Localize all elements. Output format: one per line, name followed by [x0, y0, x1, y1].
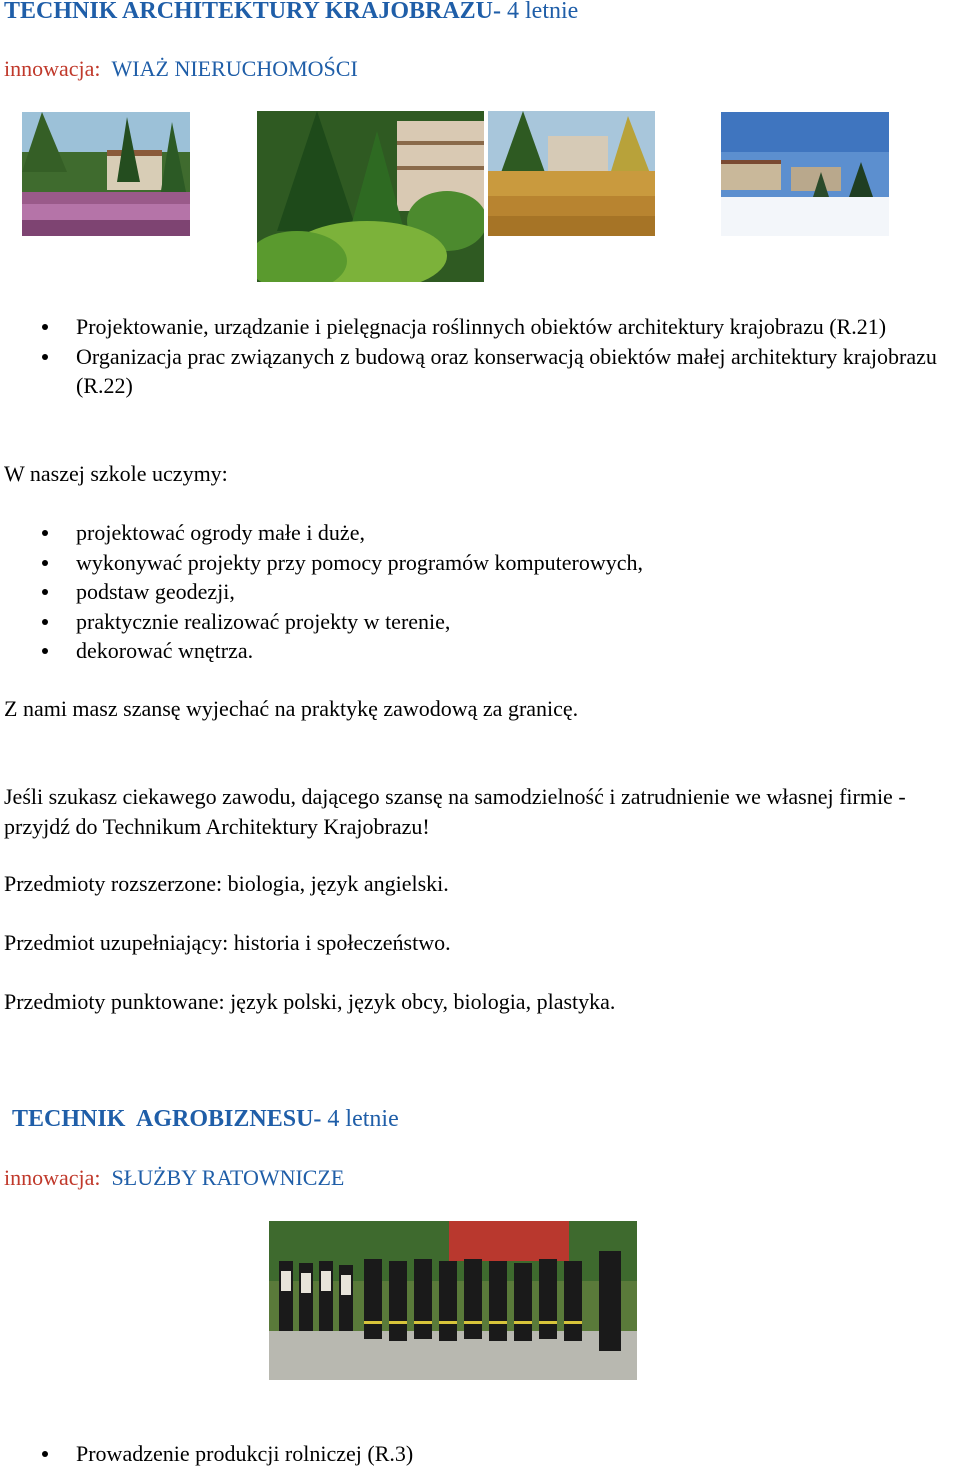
- section-title-agrobusiness: [12, 1104, 399, 1134]
- section-title-main: TECHNIK ARCHITEKTURY KRAJOBRAZU-: [4, 0, 501, 24]
- section-title-architecture: [4, 0, 578, 26]
- section-title-main: TECHNIK AGROBIZNESU-: [12, 1106, 322, 1132]
- list-item: Prowadzenie produkcji rolniczej (R.3): [0, 1439, 960, 1469]
- skills-list: [0, 518, 960, 666]
- scored-subjects: Przedmioty punktowane: język polski, język obcy, biologia, plastyka.: [4, 989, 616, 1014]
- extended-subjects: Przedmioty rozszerzone: biologia, język angielski.: [4, 871, 449, 896]
- innovation-label: innowacja:: [4, 1165, 101, 1190]
- qualifications-list-agrobusiness: [0, 1439, 960, 1469]
- supplementary-subject: Przedmiot uzupełniający: historia i społeczeństwo.: [4, 930, 451, 955]
- innovation-line: [4, 1164, 344, 1192]
- qualifications-list: [0, 312, 960, 401]
- innovation-line: [4, 55, 358, 83]
- innovation-label: innowacja:: [4, 56, 101, 81]
- list-item: podstaw geodezji,: [0, 577, 960, 607]
- invite-paragraph: Jeśli szukasz ciekawego zawodu, dającego szansę na samodzielność i zatrudnienie we własnej firmie - przyjdź do Technikum Architektury Krajobrazu!: [4, 784, 906, 839]
- list-item: praktycznie realizować projekty w terenie,: [0, 607, 960, 637]
- heather-garden-photo: [22, 112, 190, 236]
- section-title-duration: 4 letnie: [501, 0, 579, 24]
- abroad-text: Z nami masz szansę wyjechać na praktykę zawodową za granicę.: [4, 696, 579, 721]
- list-item: wykonywać projekty przy pomocy programów komputerowych,: [0, 548, 960, 578]
- list-item: Organizacja prac związanych z budową oraz konserwacją obiektów małej architektury krajobrazu (R.22): [0, 342, 960, 401]
- list-item: projektować ogrody małe i duże,: [0, 518, 960, 548]
- list-item: Projektowanie, urządzanie i pielęgnacja roślinnych obiektów architektury krajobrazu (R.21): [0, 312, 960, 342]
- innovation-value: SŁUŻBY RATOWNICZE: [111, 1165, 345, 1190]
- innovation-value: WIAŻ NIERUCHOMOŚCI: [111, 56, 358, 81]
- section-title-duration: 4 letnie: [321, 1106, 399, 1132]
- winter-school-photo: [721, 112, 889, 236]
- list-item: dekorować wnętrza.: [0, 636, 960, 666]
- rescue-services-photo: [269, 1221, 637, 1380]
- evergreen-garden-photo: [257, 111, 484, 282]
- skills-intro: W naszej szkole uczymy:: [4, 461, 228, 486]
- autumn-leaves-photo: [488, 111, 655, 236]
